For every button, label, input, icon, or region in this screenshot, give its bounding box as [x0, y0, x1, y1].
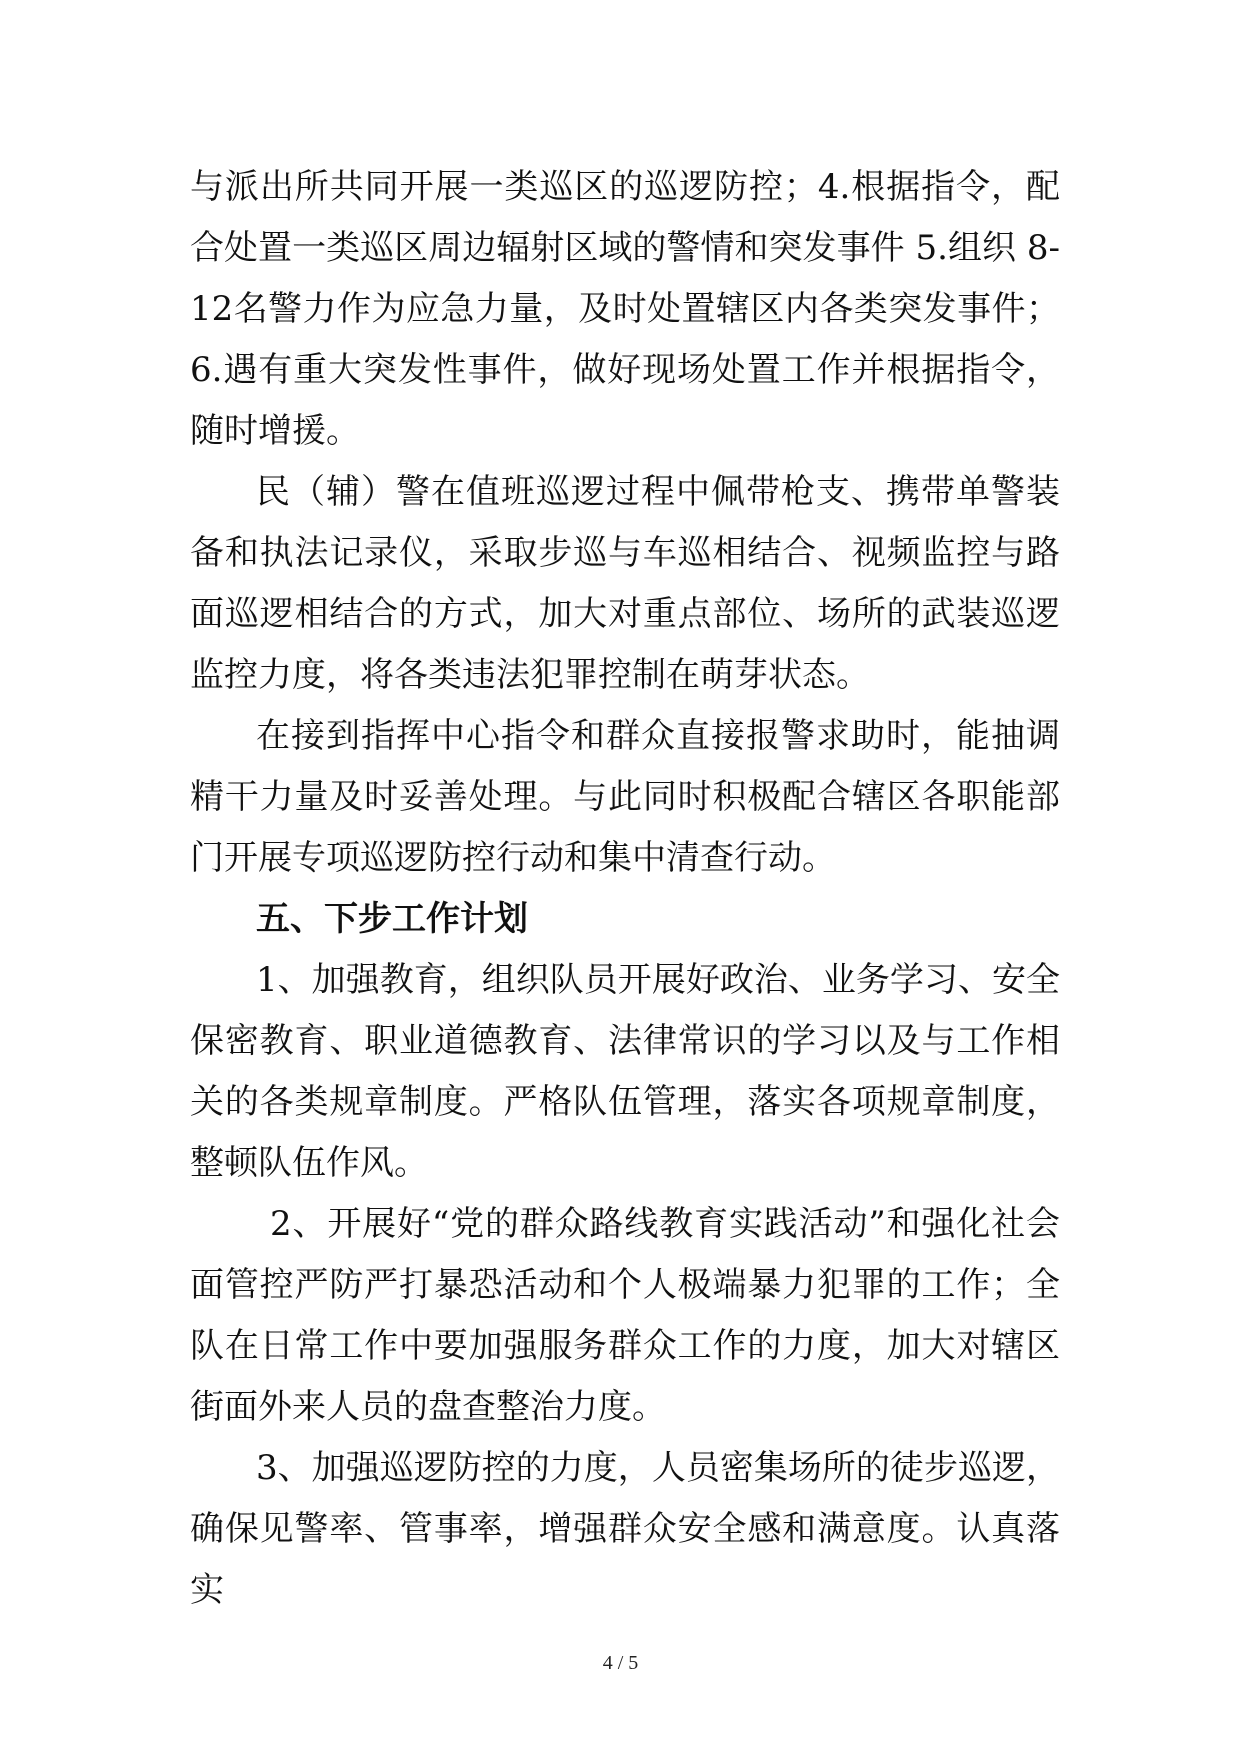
plan-item-1: 1、加强教育，组织队员开展好政治、业务学习、安全保密教育、职业道德教育、法律常识的学习以及与工作相关的各类规章制度。严格队伍管理，落实各项规章制度，整顿队伍作风。	[190, 960, 1060, 1183]
paragraph-continuation: 与派出所共同开展一类巡区的巡逻防控；4.根据指令，配合处置一类巡区周边辐射区域的警情和突发事件 5.组织 8-12名警力作为应急力量，及时处置辖区内各类突发事件；6.遇有重大突发性事件，做好现场处置工作并根据指令，随时增援。	[190, 167, 1060, 451]
section-heading: 五、下步工作计划	[256, 899, 528, 939]
plan-item-2: 2、开展好“党的群众路线教育实践活动”和强化社会面管控严防严打暴恐活动和个人极端暴力犯罪的工作；全队在日常工作中要加强服务群众工作的力度，加大对辖区街面外来人员的盘查整治力度。	[190, 1204, 1060, 1427]
page-number: 4 / 5	[602, 1652, 639, 1674]
paragraph-patrol-equipment: 民（辅）警在值班巡逻过程中佩带枪支、携带单警装备和执法记录仪，采取步巡与车巡相结合、视频监控与路面巡逻相结合的方式，加大对重点部位、场所的武装巡逻监控力度，将各类违法犯罪控制在萌芽状态。	[190, 472, 1060, 695]
paragraph-command-response: 在接到指挥中心指令和群众直接报警求助时，能抽调精干力量及时妥善处理。与此同时积极配合辖区各职能部门开展专项巡逻防控行动和集中清查行动。	[190, 716, 1060, 878]
document-body	[190, 157, 1060, 1621]
plan-item-3: 3、加强巡逻防控的力度，人员密集场所的徒步巡逻，确保见警率、管事率，增强群众安全感和满意度。认真落实	[190, 1448, 1060, 1610]
